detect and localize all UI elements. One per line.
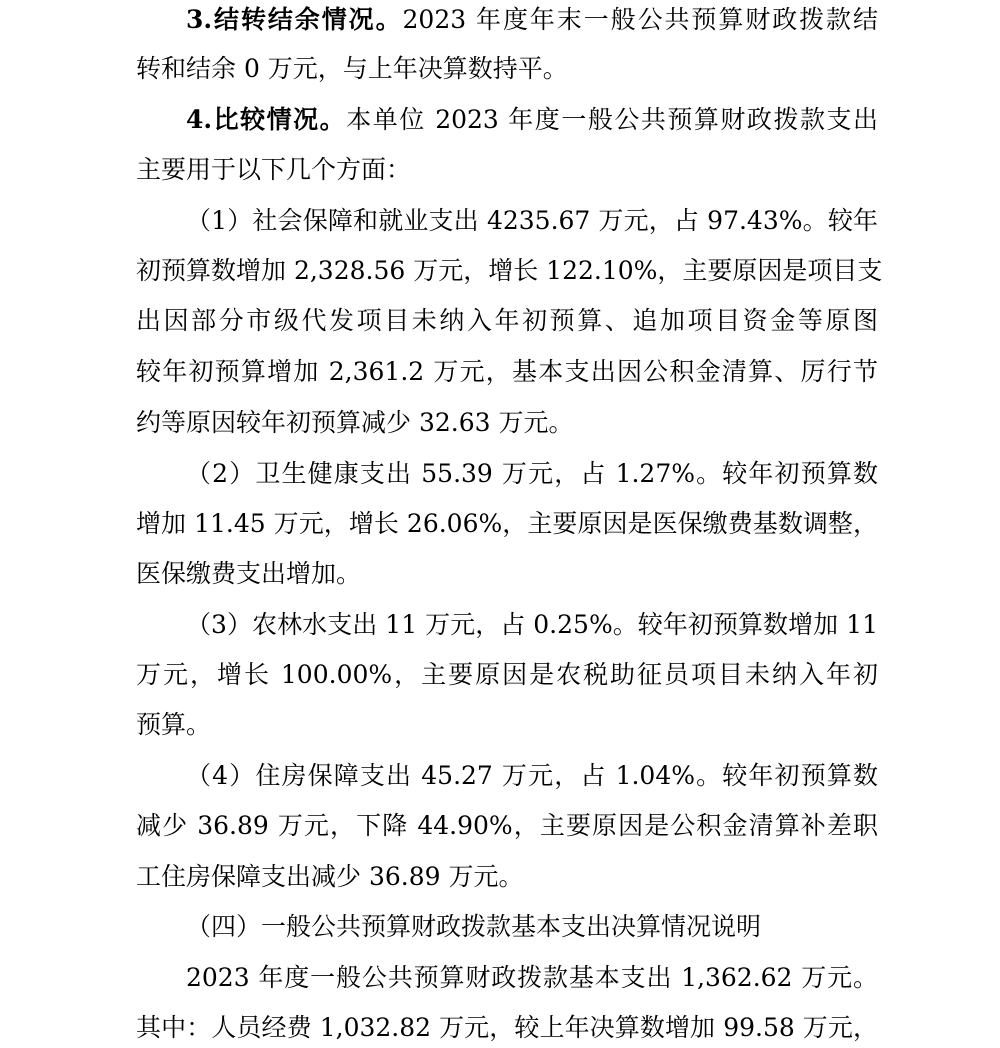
section-heading-comparison: 4.比较情况。 bbox=[186, 105, 347, 134]
section-heading-basic-expenditure: （四）一般公共预算财政拨款基本支出决算情况说明 bbox=[186, 912, 762, 941]
comparison-text: 本单位 2023 年度一般公共预算财政拨款支出 bbox=[346, 105, 878, 134]
paragraph-agriculture-line-3: 预算。 bbox=[136, 710, 212, 739]
paragraph-basic-expenditure-line-2: 其中：人员经费 1,032.82 万元，较上年决算数增加 99.58 万元， bbox=[136, 1013, 878, 1042]
paragraph-carryover-line-2: 转和结余 0 万元，与上年决算数持平。 bbox=[136, 54, 568, 83]
paragraph-agriculture-line-1: （3）农林水支出 11 万元，占 0.25%。较年初预算数增加 11 bbox=[186, 610, 878, 639]
paragraph-social-security-line-5: 约等原因较年初预算减少 32.63 万元。 bbox=[136, 408, 574, 437]
paragraph-housing-line-2: 减少 36.89 万元，下降 44.90%，主要原因是公积金清算补差职 bbox=[136, 811, 878, 840]
paragraph-social-security-line-2: 初预算数增加 2,328.56 万元，增长 122.10%，主要原因是项目支 bbox=[136, 256, 883, 285]
paragraph-agriculture-line-2: 万元，增长 100.00%，主要原因是农税助征员项目未纳入年初 bbox=[136, 660, 878, 689]
paragraph-social-security-line-3: 出因部分市级代发项目未纳入年初预算、追加项目资金等原图 bbox=[136, 306, 878, 335]
paragraph-health-line-1: （2）卫生健康支出 55.39 万元，占 1.27%。较年初预算数 bbox=[186, 459, 878, 488]
paragraph-health-line-3: 医保缴费支出增加。 bbox=[136, 559, 362, 588]
paragraph-comparison-line-2: 主要用于以下几个方面： bbox=[136, 155, 412, 184]
paragraph-comparison-line-1 bbox=[136, 100, 878, 140]
paragraph-basic-expenditure-line-1: 2023 年度一般公共预算财政拨款基本支出 1,362.62 万元。 bbox=[186, 963, 878, 992]
section-heading-carryover: 3.结转结余情况。 bbox=[186, 5, 403, 34]
paragraph-housing-line-1: （4）住房保障支出 45.27 万元，占 1.04%。较年初预算数 bbox=[186, 761, 878, 790]
carryover-text: 2023 年度年末一般公共预算财政拨款结 bbox=[402, 5, 878, 34]
paragraph-carryover-line-1 bbox=[136, 0, 878, 40]
paragraph-social-security-line-4: 较年初预算增加 2,361.2 万元，基本支出因公积金清算、厉行节 bbox=[136, 357, 878, 386]
paragraph-housing-line-3: 工住房保障支出减少 36.89 万元。 bbox=[136, 862, 524, 891]
paragraph-health-line-2: 增加 11.45 万元，增长 26.06%，主要原因是医保缴费基数调整， bbox=[136, 509, 878, 538]
paragraph-social-security-line-1: （1）社会保障和就业支出 4235.67 万元，占 97.43%。较年 bbox=[186, 206, 878, 235]
